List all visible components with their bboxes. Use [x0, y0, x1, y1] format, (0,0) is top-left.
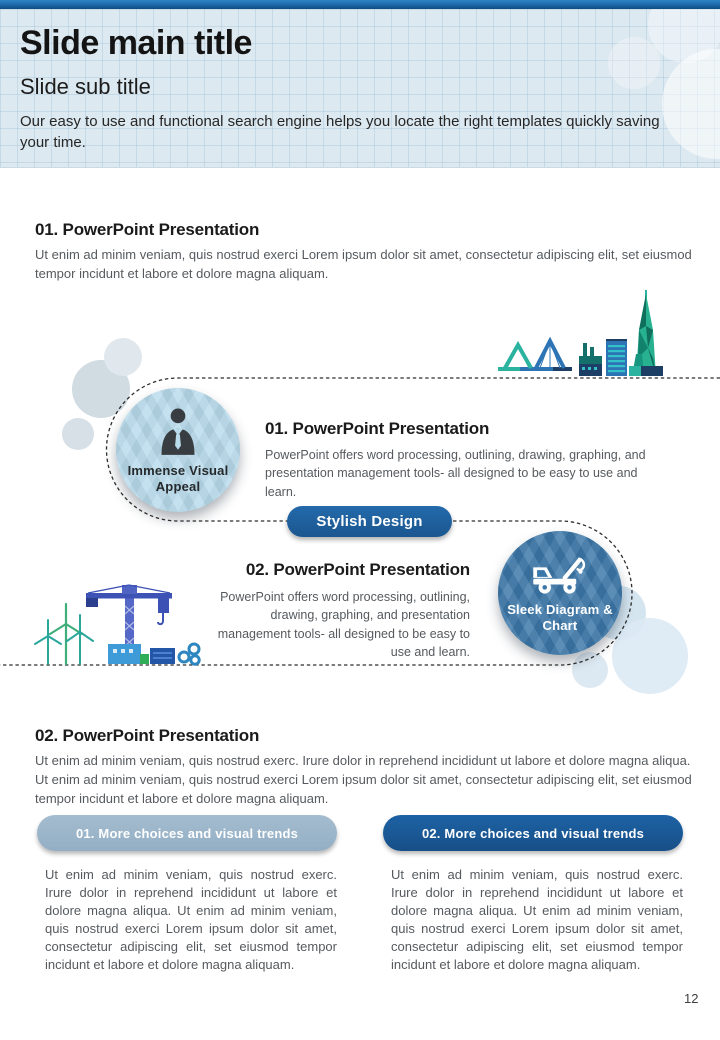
section2-body: Ut enim ad minim veniam, quis nostrud exerc. Irure dolor in reprehend incididunt ut labore et dolore magna aliqua. Ut enim ad minim veniam, quis nostrud exerci Lorem ipsum dolor sit amet, consectetur adipiscing elit, set eiusmod tempor incidunt et labore et dolore magna aliquam.: [35, 753, 692, 807]
diagram-item2-body: PowerPoint offers word processing, outlining, drawing, graphing, and presentation management tools- all designed to be easy to use and learn.: [217, 590, 470, 660]
banner-label: 01. More choices and visual trends: [75, 825, 299, 841]
stylish-design-pill: [287, 506, 452, 537]
diagram-node-sleek-diagram-chart: [498, 531, 622, 655]
tow-truck-icon: [529, 553, 591, 595]
section1-heading: 01. PowerPoint Presentation: [35, 220, 260, 239]
diagram-item2-heading: 02. PowerPoint Presentation: [245, 560, 470, 579]
bokeh-circle: [608, 37, 660, 89]
diagram-node-immense-visual-appeal: [116, 388, 240, 512]
pill-label: Stylish Design: [316, 513, 423, 530]
node-label: Immense Visual Appeal: [127, 462, 229, 494]
column1-body: Ut enim ad minim veniam, quis nostrud exerc. Irure dolor in reprehend incididunt ut labore et dolore magna aliqua. Ut enim ad minim veniam, quis nostrud exerci Lorem ipsum dolor sit amet, consectetur adipiscing elit, set eiusmod tempor incidunt et labore et dolore magna aliquam.: [45, 867, 337, 972]
page-number: 12: [684, 991, 699, 1006]
slide-header: [0, 9, 720, 168]
banner-more-choices-2: [383, 815, 683, 851]
top-accent-bar: [0, 0, 720, 9]
slide-description: Our easy to use and functional search engine helps you locate the right templates quickly saving your time.: [20, 113, 660, 151]
column2-body: Ut enim ad minim veniam, quis nostrud exerc. Irure dolor in reprehend incididunt ut labore et dolore magna aliqua. Ut enim ad minim veniam, quis nostrud exerci Lorem ipsum dolor sit amet, consectetur adipiscing elit, set eiusmod tempor incidunt et labore et dolore magna aliquam.: [391, 867, 683, 972]
section2-heading: 02. PowerPoint Presentation: [35, 726, 260, 745]
construction-crane-illustration: [28, 578, 218, 668]
node-label: Sleek Diagram & Chart: [507, 601, 613, 633]
banner-more-choices-1: [37, 815, 337, 851]
diagram-item1-body: PowerPoint offers word processing, outlining, drawing, graphing, and presentation management tools- all designed to be easy to use and learn.: [265, 448, 646, 499]
businessman-icon: [156, 406, 200, 456]
banner-label: 02. More choices and visual trends: [421, 825, 645, 841]
slide-sub-title: Slide sub title: [20, 74, 151, 99]
diagram-item1-heading: 01. PowerPoint Presentation: [265, 419, 490, 438]
section1-body: Ut enim ad minim veniam, quis nostrud exerci Lorem ipsum dolor sit amet, consectetur adipiscing elit, set eiusmod tempor incidunt et labore et dolore magna aliquam.: [35, 247, 692, 282]
slide-main-title: Slide main title: [20, 24, 252, 62]
